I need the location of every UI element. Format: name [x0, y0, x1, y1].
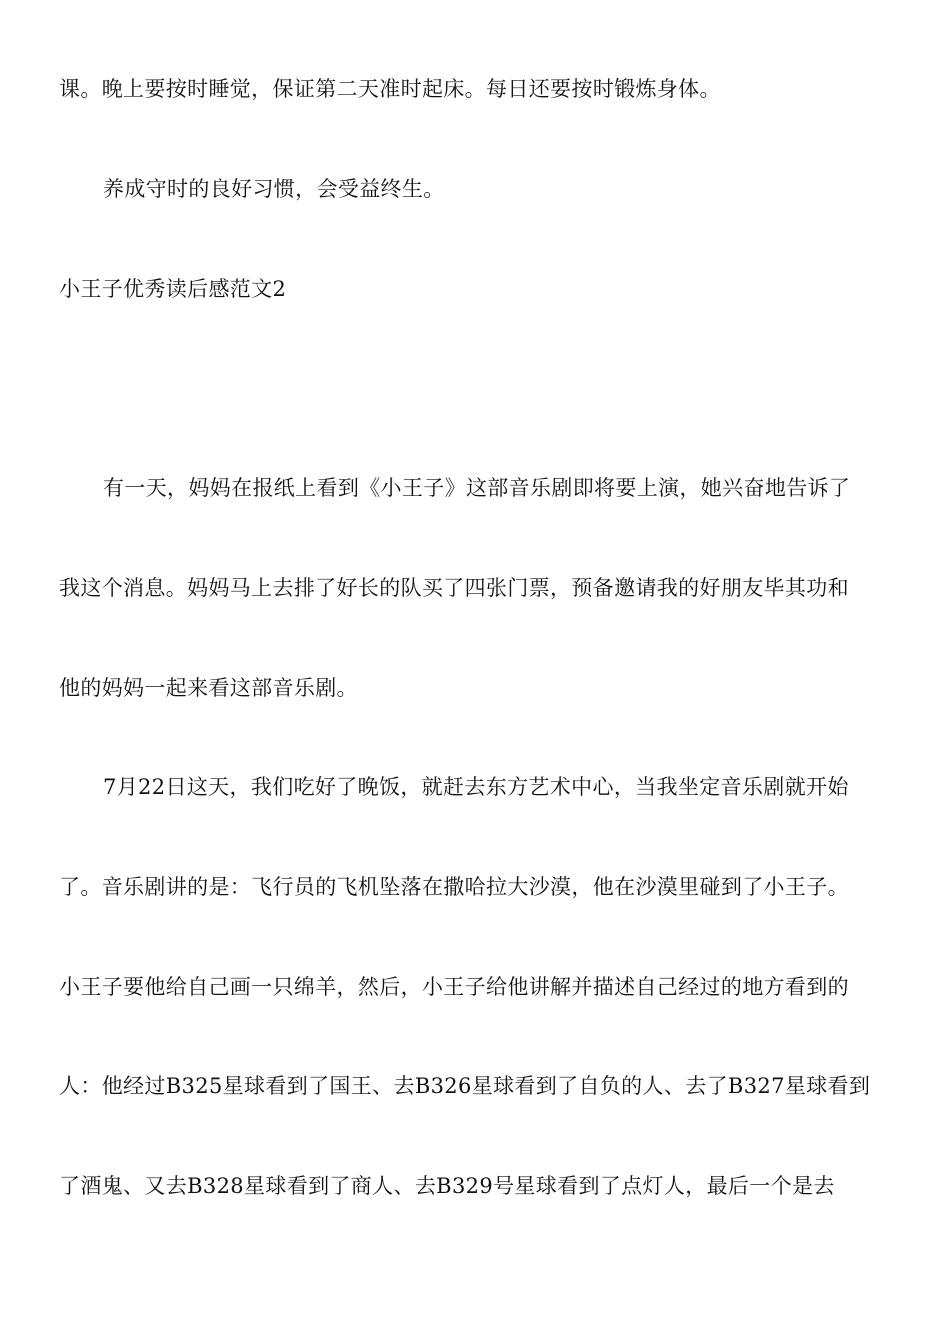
text-line: 他的妈妈一起来看这部音乐剧。: [59, 676, 358, 700]
text-line: 我这个消息。妈妈马上去排了好长的队买了四张门票，预备邀请我的好朋友毕其功和: [59, 576, 849, 600]
text-line: 7月22日这天，我们吃好了晚饭，就赶去东方艺术中心，当我坐定音乐剧就开始: [103, 775, 849, 799]
text-line: 养成守时的良好习惯，会受益终生。: [103, 177, 445, 201]
text-line: 人：他经过B325星球看到了国王、去B326星球看到了自负的人、去了B327星球看到: [59, 1074, 871, 1098]
text-line: 有一天，妈妈在报纸上看到《小王子》这部音乐剧即将要上演，她兴奋地告诉了: [103, 476, 851, 500]
section-heading: 小王子优秀读后感范文2: [59, 277, 287, 301]
text-line: 课。晚上要按时睡觉，保证第二天准时起床。每日还要按时锻炼身体。: [59, 77, 721, 101]
text-line: 了酒鬼、又去B328星球看到了商人、去B329号星球看到了点灯人，最后一个是去: [59, 1174, 835, 1198]
text-line: 了。音乐剧讲的是：飞行员的飞机坠落在撒哈拉大沙漠，他在沙漠里碰到了小王子。: [59, 875, 849, 899]
text-line: 小王子要他给自己画一只绵羊，然后，小王子给他讲解并描述自己经过的地方看到的: [59, 975, 849, 999]
